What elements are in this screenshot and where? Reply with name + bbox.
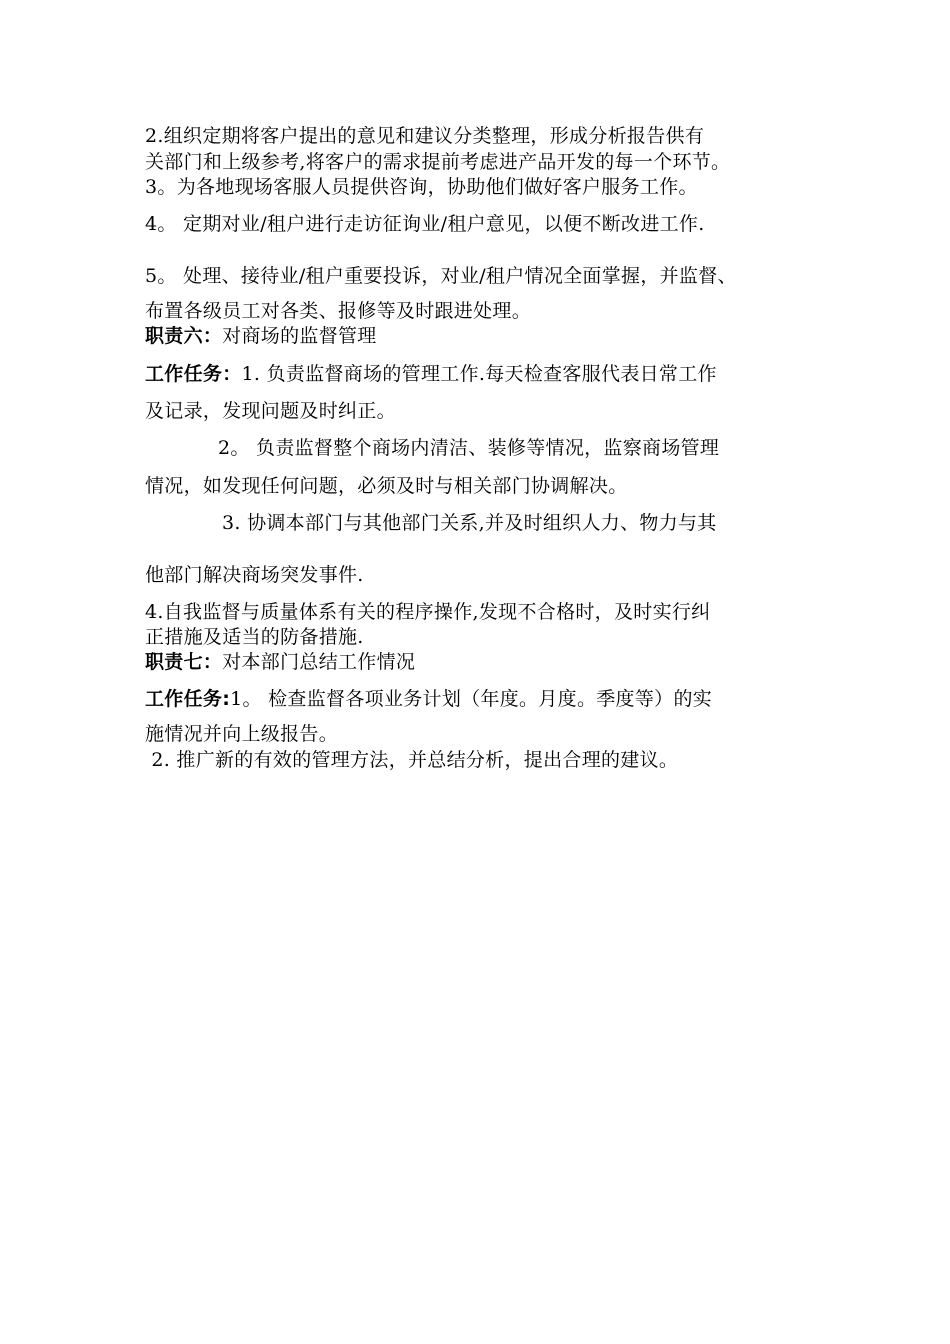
- duty-label: 职责六：: [145, 325, 223, 347]
- duty-title: 对商场的监督管理: [222, 325, 377, 347]
- duty-six-task-line: [145, 362, 717, 386]
- text-line: 3。为各地现场客服人员提供咨询，协助他们做好客户服务工作。: [145, 176, 698, 198]
- text-line: 关部门和上级参考,将客户的需求提前考虑进产品开发的每一个环节。: [145, 151, 731, 173]
- task-text: 1. 负责监督商场的管理工作.每天检查客服代表日常工作: [241, 363, 717, 385]
- text-line: 2.组织定期将客户提出的意见和建议分类整理，形成分析报告供有: [145, 125, 705, 147]
- duty-six-heading: [145, 324, 377, 348]
- text-line: 正措施及适当的防备措施.: [145, 626, 364, 648]
- text-line: 4.自我监督与质量体系有关的程序操作,发现不合格时，及时实行纠: [145, 601, 711, 623]
- duty-seven-heading: [145, 650, 415, 674]
- text-line: 施情况并向上级报告。: [145, 723, 339, 745]
- text-line: 情况，如发现任何问题，必须及时与相关部门协调解决。: [145, 475, 628, 497]
- task-text: 1。 检查监督各项业务计划（年度。月度。季度等）的实: [230, 688, 713, 710]
- text-line: 2. 推广新的有效的管理方法，并总结分析，提出合理的建议。: [145, 749, 679, 771]
- text-line: 布置各级员工对各类、报修等及时跟进处理。: [145, 300, 532, 322]
- duty-seven-task-line: [145, 687, 712, 711]
- text-line: 2。 负责监督整个商场内清洁、装修等情况，监察商场管理: [218, 437, 720, 459]
- text-line: 5。 处理、接待业/租户重要投诉，对业/租户情况全面掌握，并监督、: [145, 265, 737, 287]
- text-line: 他部门解决商场突发事件.: [145, 564, 364, 586]
- task-label: 工作任务:: [145, 688, 231, 710]
- duty-title: 对本部门总结工作情况: [222, 651, 416, 673]
- text-line: 4。 定期对业/租户进行走访征询业/租户意见，以便不断改进工作.: [145, 213, 705, 235]
- task-label: 工作任务：: [145, 363, 242, 385]
- text-line: 3. 协调本部门与其他部门关系,并及时组织人力、物力与其: [222, 512, 717, 534]
- text-line: 及记录，发现问题及时纠正。: [145, 400, 396, 422]
- duty-label: 职责七：: [145, 651, 223, 673]
